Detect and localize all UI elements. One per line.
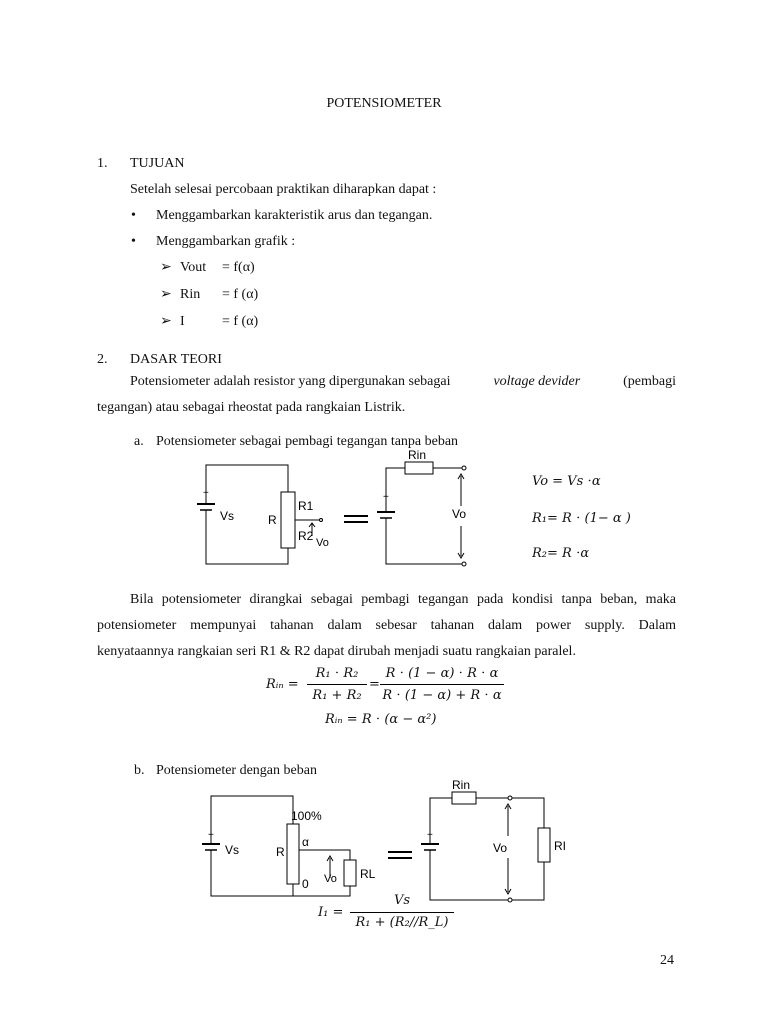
vs-label: Vs	[220, 509, 235, 523]
rin-frac2-den: R ⋅ (1 − α) + R ⋅ α	[382, 688, 502, 703]
paragraph-line: kenyataannya rangkaian seri R1 & R2 dapat dirubah menjadi suatu rangkaian paralel.	[97, 644, 576, 659]
vo-label: Vo	[324, 873, 337, 885]
i1-lhs: I₁ =	[318, 905, 344, 920]
section-number: 1.	[97, 156, 108, 171]
graph-name: I	[180, 314, 185, 329]
section-heading: TUJUAN	[130, 156, 185, 171]
page-title: POTENSIOMETER	[326, 96, 442, 111]
circuit-diagram-b	[190, 776, 566, 902]
percent-100-label: 100%	[291, 809, 322, 823]
para-italic: voltage devider	[493, 374, 581, 389]
r-label: R	[276, 845, 285, 859]
equation-r1: R₁= R ⋅ (1− α )	[532, 511, 631, 526]
rin-frac2-num: R ⋅ (1 − α) ⋅ R ⋅ α	[385, 666, 499, 681]
arrow-bullet-icon: ➢	[160, 260, 172, 275]
arrow-bullet-icon: ➢	[160, 314, 172, 329]
vo-label: Vo	[316, 537, 329, 549]
vo-right-label: Vo	[493, 841, 508, 855]
plus-sign: +	[208, 830, 214, 841]
r-label: R	[268, 513, 277, 527]
rin-lhs: Rᵢₙ =	[266, 677, 299, 692]
rin-frac1-num: R₁ ⋅ R₂	[315, 666, 359, 681]
para-text: (pembagi	[623, 374, 676, 389]
bullet-dot: •	[131, 234, 136, 249]
r2-label: R2	[298, 529, 314, 543]
alpha-label: α	[302, 835, 309, 849]
bullet-item: Menggambarkan grafik :	[156, 234, 296, 249]
graph-expr: = f(α)	[222, 260, 255, 275]
fraction-bar	[380, 684, 504, 685]
rin-label: Rin	[452, 778, 471, 792]
arrow-bullet-icon: ➢	[160, 287, 172, 302]
equation-r2: R₂= R ⋅α	[532, 546, 590, 561]
plus-sign: +	[427, 830, 433, 841]
sub-heading: Potensiometer dengan beban	[156, 763, 317, 778]
rin-frac1-den: R₁ + R₂	[312, 688, 362, 703]
fraction-bar	[307, 684, 367, 685]
zero-label: 0	[302, 877, 309, 891]
r1-label: R1	[298, 499, 314, 513]
paragraph-line: potensiometer mempunyai tahanan dalam sebesar tahanan dalam power supply. Dalam	[97, 618, 676, 633]
graph-name: Rin	[180, 287, 201, 302]
sub-heading: Potensiometer sebagai pembagi tegangan tanpa beban	[156, 434, 459, 449]
plus-sign: +	[383, 492, 389, 503]
circuit-diagram-a	[190, 448, 480, 572]
graph-name: Vout	[180, 260, 207, 275]
page-number: 24	[660, 953, 674, 968]
bullet-item: Menggambarkan karakteristik arus dan tegangan.	[156, 208, 433, 223]
section-heading: DASAR TEORI	[130, 352, 222, 367]
graph-expr: = f (α)	[222, 314, 259, 329]
equation-vo: Vo = Vs ⋅α	[532, 474, 601, 489]
paragraph-line	[130, 373, 676, 391]
bullet-dot: •	[131, 208, 136, 223]
section-number: 2.	[97, 352, 108, 367]
vo-right-label: Vo	[452, 507, 467, 521]
rin-label: Rin	[408, 448, 427, 462]
section-intro: Setelah selesai percobaan praktikan diharapkan dapat :	[130, 182, 437, 197]
rl-right-label: RI	[554, 839, 566, 853]
sub-label: a.	[134, 434, 144, 449]
sub-label: b.	[134, 763, 145, 778]
paragraph-line: tegangan) atau sebagai rheostat pada rangkaian Listrik.	[97, 400, 406, 415]
rin-line2: Rᵢₙ = R ⋅ (α − α²)	[325, 712, 437, 727]
rin-eq-sign: =	[369, 677, 380, 692]
vs-label: Vs	[225, 843, 240, 857]
graph-expr: = f (α)	[222, 287, 259, 302]
fraction-bar	[350, 912, 454, 913]
i1-den: R₁ + (R₂//R_L)	[355, 915, 449, 930]
para-text: Potensiometer adalah resistor yang dipergunakan sebagai	[130, 374, 451, 389]
i1-num: Vs	[393, 893, 411, 908]
paragraph-line: Bila potensiometer dirangkai sebagai pembagi tegangan pada kondisi tanpa beban, maka	[130, 592, 676, 607]
plus-sign: +	[203, 488, 209, 499]
rl-label: RL	[360, 867, 376, 881]
